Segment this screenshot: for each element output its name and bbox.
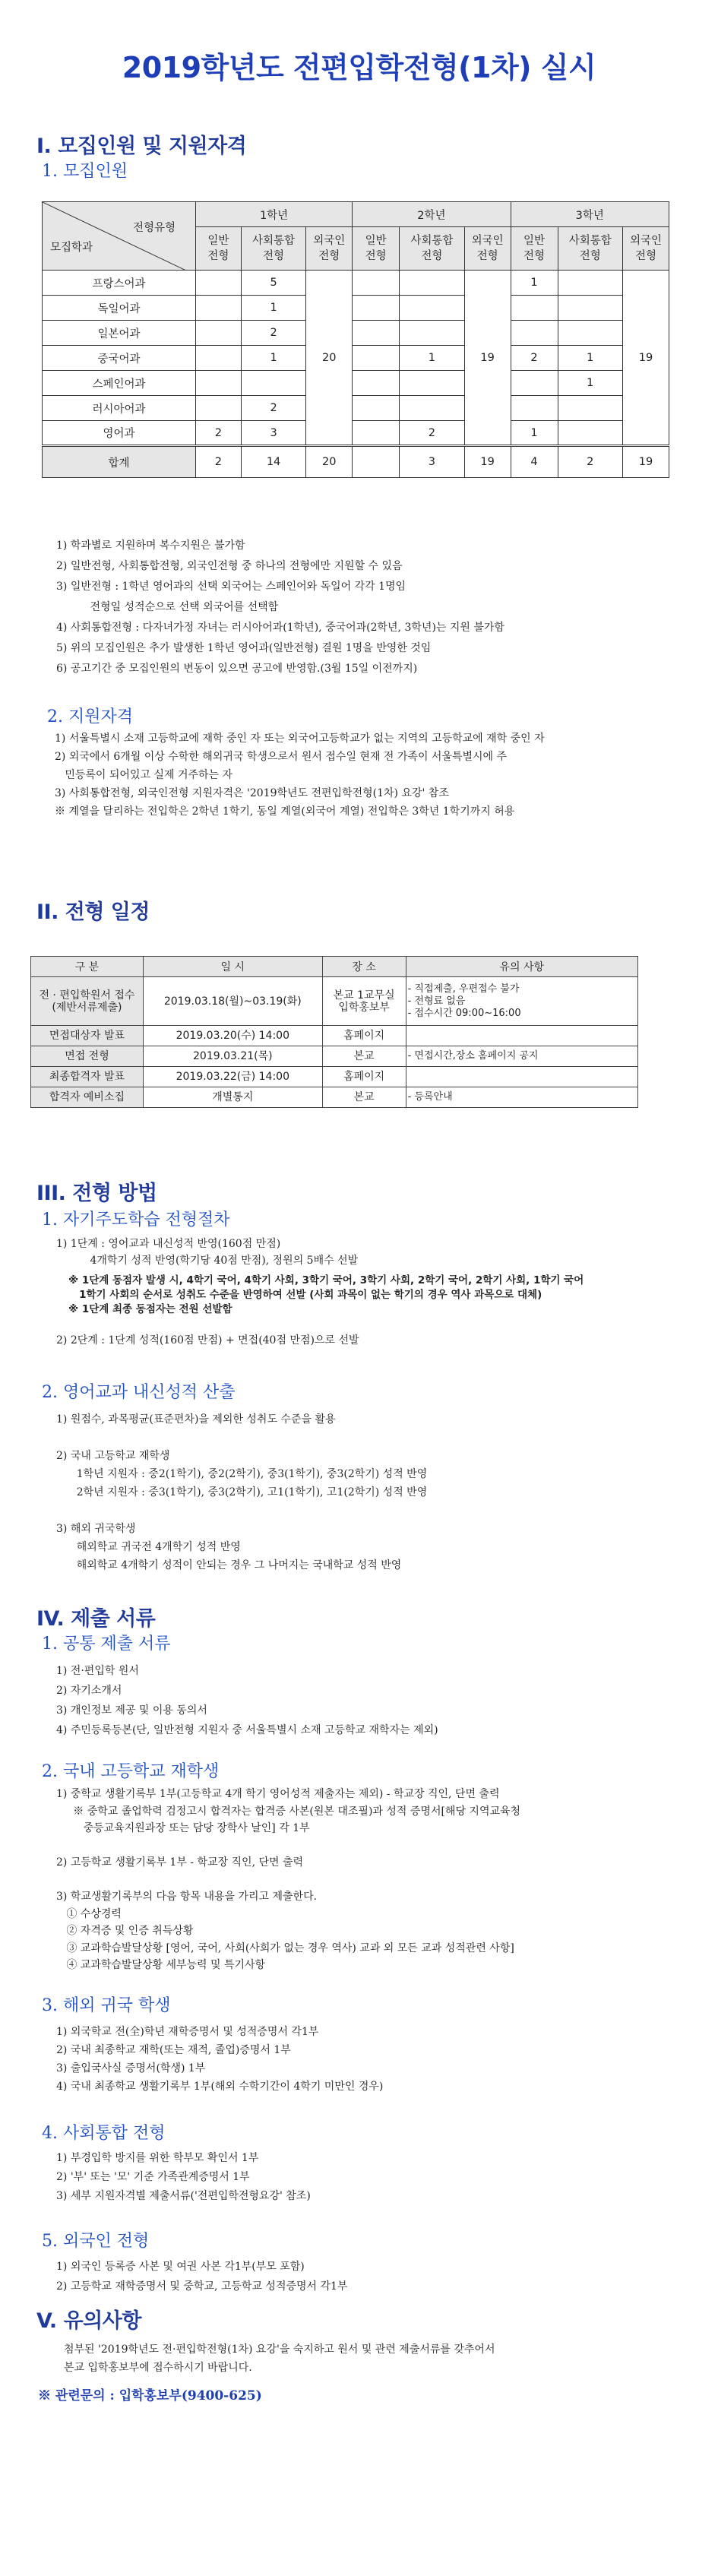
text-line: 2) '부' 또는 '모' 기준 가족관계증명서 1부 <box>56 2171 250 2183</box>
count-cell <box>195 296 241 321</box>
total-cell: 2 <box>558 446 622 478</box>
schedule-header: 유의 사항 <box>406 957 637 977</box>
count-cell <box>353 421 400 446</box>
count-cell <box>353 371 400 396</box>
count-cell: 1 <box>241 296 305 321</box>
count-cell: 1 <box>511 271 558 296</box>
total-cell: 14 <box>241 446 305 478</box>
section-1-heading: I. 모집인원 및 지원자격 <box>36 134 247 158</box>
schedule-header: 일 시 <box>143 957 322 977</box>
text-line: 첨부된 '2019학년도 전·편입학전형(1차) 요강'을 숙지하고 원서 및 관련 제출서류를 갖추어서 <box>64 2343 495 2356</box>
schedule-cell: 합격자 예비소집 <box>31 1087 144 1108</box>
schedule-cell: - 면접시간,장소 홈페이지 공지 <box>406 1046 637 1067</box>
foreign-count-cell: 19 <box>623 271 669 446</box>
table-row <box>43 271 669 296</box>
schedule-cell: 본교 1교무실 입학홍보부 <box>322 977 406 1026</box>
subsection-grade-calc: 2. 영어교과 내신성적 산출 <box>42 1383 236 1402</box>
text-line: 1) 외국인 등록증 사본 및 여권 사본 각1부(부모 포함) <box>56 2261 305 2273</box>
text-line: 6) 공고기간 중 모집인원의 변동이 있으면 공고에 반영함.(3월 15일 이전까지) <box>56 663 418 675</box>
text-line: 4개학기 성적 반영(학기당 40점 만점), 정원의 5배수 선발 <box>56 1255 359 1267</box>
text-line: ※ 계열을 달리하는 전입학은 2학년 1학기, 동일 계열(외국어 계열) 전입학은 3학년 1학기까지 허용 <box>55 805 515 818</box>
text-line: 2) 국내 최종학교 재학(또는 재적, 졸업)증명서 1부 <box>56 2044 291 2056</box>
schedule-cell: 전 · 편입학원서 접수 (제반서류제출) <box>31 977 144 1026</box>
count-cell <box>511 296 558 321</box>
count-cell <box>558 296 622 321</box>
eligibility-notes <box>55 729 545 821</box>
count-cell <box>195 271 241 296</box>
count-cell: 3 <box>241 421 305 446</box>
schedule-cell: 2019.03.22(금) 14:00 <box>143 1067 322 1087</box>
recruitment-notes <box>56 536 504 679</box>
table-row <box>43 371 669 396</box>
text-line: 민등록이 되어있고 실제 거주하는 자 <box>55 769 233 781</box>
notice-text <box>64 2340 495 2377</box>
text-line: ※ 중학교 졸업학력 검정고시 합격자는 합격증 사본(원본 대조필)과 성적 증명서[해당 지역교육청 <box>56 1805 521 1818</box>
text-line: 1) 중학교 생활기록부 1부(고등학교 4개 학기 영어성적 제출자는 제외) - 학교장 직인, 단면 출력 <box>56 1788 500 1800</box>
text-line: 4) 국내 최종학교 생활기록부 1부(해외 수학기간이 4학기 미만인 경우) <box>56 2081 384 2093</box>
text-line: ③ 교과학습발달상황 [영어, 국어, 사회(사회가 없는 경우 역사) 교과 외 모든 교과 성적관련 사항] <box>56 1941 514 1954</box>
count-cell <box>400 321 464 346</box>
count-cell <box>558 271 622 296</box>
section-2-heading: II. 전형 일정 <box>36 900 150 924</box>
subsection-eligibility: 2. 지원자격 <box>47 707 133 726</box>
text-line: 1) 서울특별시 소재 고등학교에 재학 중인 자 또는 외국어고등학교가 없는 지역의 고등학교에 재학 중인 자 <box>55 733 545 745</box>
count-cell <box>241 371 305 396</box>
count-cell <box>353 396 400 421</box>
text-line: 2) 일반전형, 사회통합전형, 외국인전형 중 하나의 전형에만 지원할 수 있음 <box>56 560 403 572</box>
corner-top-label: 전형유형 <box>132 222 176 234</box>
text-line: ※ 1단계 동점자 발생 시, 4학기 국어, 4학기 사회, 3학기 국어, 3학기 사회, 2학기 국어, 2학기 사회, 1학기 국어 <box>68 1274 584 1286</box>
count-cell <box>353 346 400 371</box>
schedule-cell <box>406 1026 637 1046</box>
count-cell: 1 <box>558 371 622 396</box>
dept-cell: 프랑스어과 <box>43 271 196 296</box>
count-cell <box>511 371 558 396</box>
table-row <box>31 1087 638 1108</box>
text-line: 1) 외국학교 전(全)학년 재학증명서 및 성적증명서 각1부 <box>56 2026 319 2038</box>
procedure-steps <box>56 1236 358 1269</box>
count-cell: 1 <box>558 346 622 371</box>
common-docs-list <box>56 1661 438 1740</box>
count-cell: 2 <box>400 421 464 446</box>
corner-bottom-label: 모집학과 <box>50 242 93 254</box>
text-line: ① 수상경력 <box>56 1907 122 1920</box>
foreign-count-cell: 20 <box>306 271 353 446</box>
count-cell: 2 <box>511 346 558 371</box>
grade-header: 3학년 <box>511 202 669 227</box>
count-cell <box>195 346 241 371</box>
text-line: 1학년 지원자 : 중2(1학기), 중2(2학기), 중3(1학기), 중3(2학기) 성적 반영 <box>56 1468 428 1480</box>
foreign-docs-list <box>56 2257 347 2296</box>
text-line: ② 자격증 및 인증 취득상황 <box>56 1925 194 1937</box>
subsection-foreign: 5. 외국인 전형 <box>42 2232 150 2251</box>
text-line: 3) 세부 지원자격별 제출서류('전편입학전형요강' 참조) <box>56 2190 311 2202</box>
text-line: 중등교육지원과장 또는 담당 장학사 날인] 각 1부 <box>56 1822 310 1834</box>
table-row <box>43 346 669 371</box>
text-line: 3) 해외 귀국학생 <box>56 1523 136 1535</box>
total-cell: 3 <box>400 446 464 478</box>
count-cell <box>353 296 400 321</box>
text-line: 2학년 지원자 : 중3(1학기), 중3(2학기), 고1(1학기), 고1(2학기) 성적 반영 <box>56 1486 428 1498</box>
dept-cell: 중국어과 <box>43 346 196 371</box>
tiebreak-notes <box>68 1274 584 1317</box>
count-cell <box>511 321 558 346</box>
total-row <box>43 446 669 478</box>
count-cell <box>353 271 400 296</box>
total-cell: 20 <box>306 446 353 478</box>
grade-calc-notes <box>56 1410 427 1574</box>
text-line <box>56 1837 520 1855</box>
type-header: 일반 전형 <box>195 227 241 271</box>
recruitment-table <box>42 201 669 478</box>
total-cell: 2 <box>195 446 241 478</box>
text-line <box>56 1872 520 1889</box>
count-cell: 1 <box>241 346 305 371</box>
text-line: 2) 국내 고등학교 재학생 <box>56 1450 170 1462</box>
schedule-cell: 본교 <box>322 1087 406 1108</box>
type-header: 일반 전형 <box>511 227 558 271</box>
type-header: 외국인 전형 <box>306 227 353 271</box>
section-3-heading: III. 전형 방법 <box>36 1182 157 1205</box>
text-line: 해외학교 귀국전 4개학기 성적 반영 <box>56 1541 241 1553</box>
count-cell: 1 <box>511 421 558 446</box>
dept-cell: 일본어과 <box>43 321 196 346</box>
text-line: 1학기 사회의 순서로 성취도 수준을 반영하여 선발 (사회 과목이 없는 학기의 경우 역사 과목으로 대체) <box>68 1289 542 1301</box>
count-cell <box>558 421 622 446</box>
type-header: 사회통합 전형 <box>558 227 622 271</box>
table-row <box>43 396 669 421</box>
schedule-table <box>30 956 638 1108</box>
dept-cell: 영어과 <box>43 421 196 446</box>
text-line <box>56 1502 427 1520</box>
schedule-cell: 2019.03.18(월)~03.19(화) <box>143 977 322 1026</box>
count-cell: 1 <box>400 346 464 371</box>
text-line: 3) 학교생활기록부의 다음 항목 내용을 가리고 제출한다. <box>56 1891 318 1903</box>
contact-info: ※ 관련문의 : 입학홍보부(9400-625) <box>38 2388 262 2404</box>
type-header: 사회통합 전형 <box>400 227 464 271</box>
section-4-heading: IV. 제출 서류 <box>36 1607 156 1631</box>
count-cell <box>400 396 464 421</box>
count-cell: 2 <box>241 321 305 346</box>
count-cell <box>558 396 622 421</box>
table-row <box>31 977 638 1026</box>
subsection-social: 4. 사회통합 전형 <box>42 2124 166 2143</box>
table-corner-cell <box>43 202 196 271</box>
text-line: ※ 1단계 최종 동점자는 전원 선발함 <box>68 1303 232 1315</box>
type-header: 사회통합 전형 <box>241 227 305 271</box>
schedule-cell: - 직접제출, 우편접수 불가 - 전형료 없음 - 접수시간 09:00~16:00 <box>406 977 637 1026</box>
subsection-procedure: 1. 자기주도학습 전형절차 <box>42 1210 230 1229</box>
schedule-header: 구 분 <box>31 957 144 977</box>
table-row <box>31 1026 638 1046</box>
count-cell: 2 <box>241 396 305 421</box>
schedule-cell: 2019.03.20(수) 14:00 <box>143 1026 322 1046</box>
type-header: 외국인 전형 <box>623 227 669 271</box>
count-cell <box>195 396 241 421</box>
text-line: 3) 일반전형 : 1학년 영어과의 선택 외국어는 스페인어와 독일어 각각 1명임 <box>56 581 406 593</box>
overseas-docs-list <box>56 2023 383 2096</box>
text-line: 1) 부경입학 방지를 위한 학부모 확인서 1부 <box>56 2152 259 2164</box>
schedule-cell: 면접대상자 발표 <box>31 1026 144 1046</box>
section-5-heading: V. 유의사항 <box>36 2309 141 2333</box>
count-cell: 5 <box>241 271 305 296</box>
count-cell <box>195 371 241 396</box>
subsection-recruitment: 1. 모집인원 <box>42 162 128 181</box>
text-line: 2) 고등학교 재학증명서 및 중학교, 고등학교 성적증명서 각1부 <box>56 2280 348 2293</box>
count-cell <box>511 396 558 421</box>
text-line: 3) 사회통합전형, 외국인전형 지원자격은 '2019학년도 전편입학전형(1차) 요강' 참조 <box>55 787 449 799</box>
schedule-cell: 2019.03.21(목) <box>143 1046 322 1067</box>
total-cell <box>353 446 400 478</box>
schedule-cell: 본교 <box>322 1046 406 1067</box>
text-line: 2) 고등학교 생활기록부 1부 - 학교장 직인, 단면 출력 <box>56 1856 304 1869</box>
subsection-common-docs: 1. 공통 제출 서류 <box>42 1635 171 1654</box>
text-line: 해외학교 4개학기 성적이 안되는 경우 그 나머지는 국내학교 성적 반영 <box>56 1559 402 1571</box>
subsection-domestic: 2. 국내 고등학교 재학생 <box>42 1762 220 1781</box>
text-line: ④ 교과학습발달상황 세부능력 및 특기사항 <box>56 1959 266 1971</box>
text-line: 본교 입학홍보부에 접수하시기 바랍니다. <box>64 2362 252 2374</box>
schedule-cell: 최종합격자 발표 <box>31 1067 144 1087</box>
text-line: 전형일 성적순으로 선택 외국어를 선택함 <box>56 601 279 613</box>
table-row <box>43 296 669 321</box>
foreign-count-cell: 19 <box>464 271 511 446</box>
procedure-step-2: 2) 2단계 : 1단계 성적(160점 만점) + 면접(40점 만점)으로 선발 <box>56 1334 359 1347</box>
text-line: 1) 전·편입학 원서 <box>56 1665 139 1677</box>
total-cell: 19 <box>623 446 669 478</box>
domestic-docs-list <box>56 1786 520 1974</box>
schedule-cell: 홈페이지 <box>322 1067 406 1087</box>
table-row <box>31 1046 638 1067</box>
count-cell <box>400 371 464 396</box>
total-cell: 4 <box>511 446 558 478</box>
count-cell <box>195 321 241 346</box>
text-line: 4) 주민등록등본(단, 일반전형 지원자 중 서울특별시 소재 고등학교 재학자는 제외) <box>56 1724 438 1736</box>
text-line: 1) 1단계 : 영어교과 내신성적 반영(160점 만점) <box>56 1238 281 1250</box>
page-title: 2019학년도 전편입학전형(1차) 실시 <box>122 51 596 84</box>
count-cell: 2 <box>195 421 241 446</box>
text-line: 2) 자기소개서 <box>56 1685 122 1697</box>
text-line: 1) 원점수, 과목평균(표준편차)을 제외한 성취도 수준을 활용 <box>56 1413 336 1426</box>
text-line <box>56 1429 427 1447</box>
count-cell <box>400 296 464 321</box>
schedule-cell: - 등록안내 <box>406 1087 637 1108</box>
type-header: 일반 전형 <box>353 227 400 271</box>
count-cell <box>353 321 400 346</box>
schedule-cell <box>406 1067 637 1087</box>
social-docs-list <box>56 2149 311 2206</box>
schedule-cell: 면접 전형 <box>31 1046 144 1067</box>
text-line: 4) 사회통합전형 : 다자녀가정 자녀는 러시아어과(1학년), 중국어과(2학년, 3학년)는 지원 불가함 <box>56 622 504 634</box>
dept-cell: 스페인어과 <box>43 371 196 396</box>
text-line: 2) 외국에서 6개월 이상 수학한 해외귀국 학생으로서 원서 접수일 현재 전 가족이 서울특별시에 주 <box>55 751 508 763</box>
total-label: 합계 <box>43 446 196 478</box>
grade-header: 2학년 <box>353 202 511 227</box>
grade-header: 1학년 <box>195 202 352 227</box>
text-line: 3) 출입국사실 증명서(학생) 1부 <box>56 2062 206 2074</box>
dept-cell: 독일어과 <box>43 296 196 321</box>
text-line: 3) 개인정보 제공 및 이용 동의서 <box>56 1704 207 1717</box>
subsection-overseas: 3. 해외 귀국 학생 <box>42 1996 171 2015</box>
dept-cell: 러시아어과 <box>43 396 196 421</box>
table-row <box>43 321 669 346</box>
schedule-cell: 홈페이지 <box>322 1026 406 1046</box>
table-row <box>43 421 669 446</box>
type-header: 외국인 전형 <box>464 227 511 271</box>
schedule-cell: 개별통지 <box>143 1087 322 1108</box>
total-cell: 19 <box>464 446 511 478</box>
count-cell <box>400 271 464 296</box>
count-cell <box>558 321 622 346</box>
text-line: 1) 학과별로 지원하며 복수지원은 불가함 <box>56 540 245 552</box>
schedule-header: 장 소 <box>322 957 406 977</box>
table-row <box>31 1067 638 1087</box>
text-line: 5) 위의 모집인원은 추가 발생한 1학년 영어과(일반전형) 결원 1명을 반영한 것임 <box>56 642 432 654</box>
